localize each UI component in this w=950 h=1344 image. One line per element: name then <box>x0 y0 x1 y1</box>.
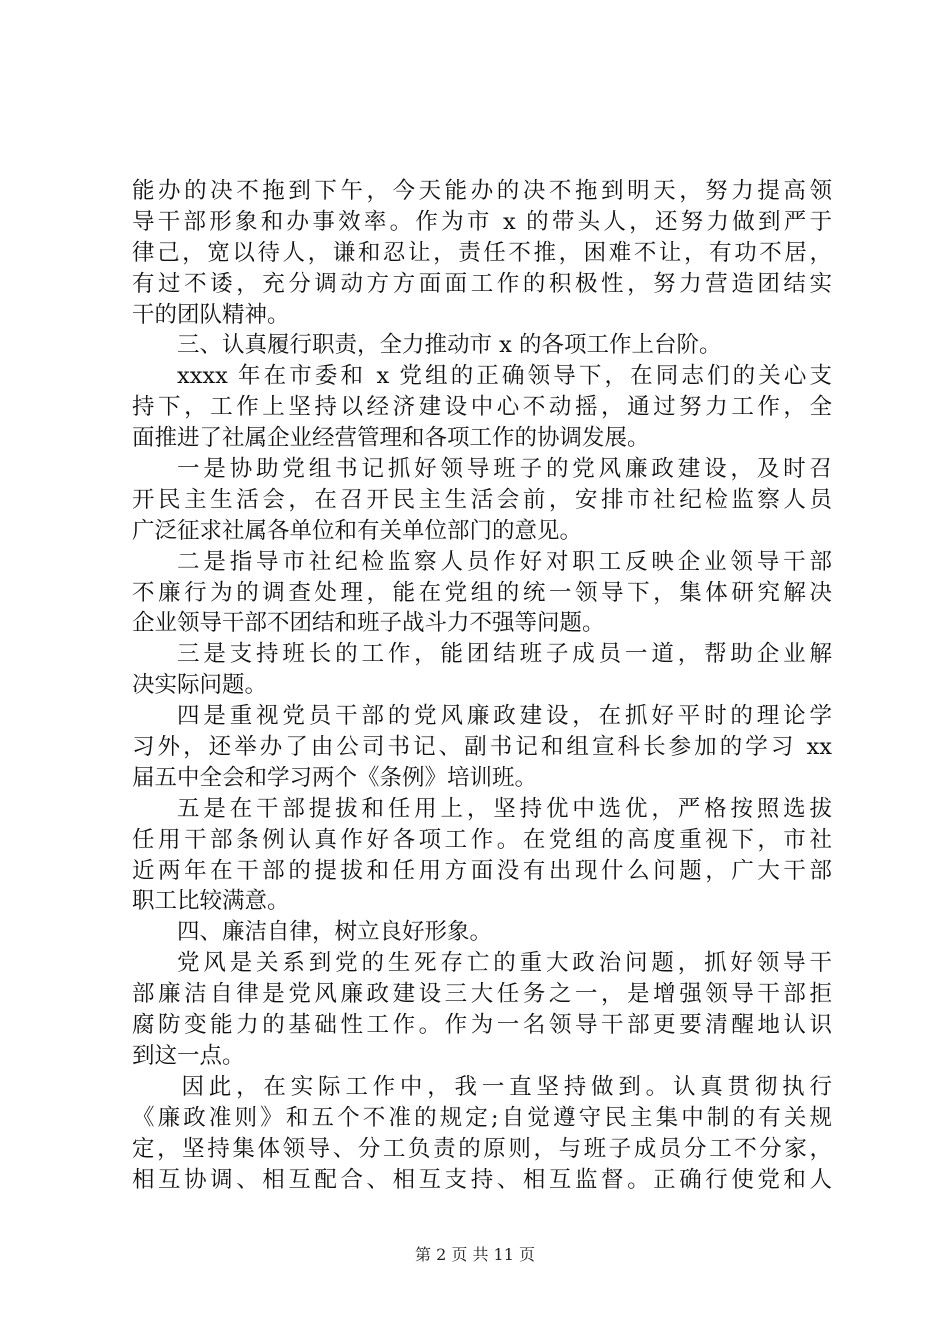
text-line: xxxx 年在市委和 x 党组的正确领导下，在同志们的关心支 <box>177 363 832 390</box>
text-line: 《廉政准则》和五个不准的规定;自觉遵守民主集中制的有关规 <box>132 1104 832 1131</box>
text-line: 开民主生活会，在召开民主生活会前，安排市社纪检监察人员 <box>132 486 832 513</box>
text-line: 面推进了社属企业经营管理和各项工作的协调发展。 <box>132 425 650 452</box>
text-line: 一是协助党组书记抓好领导班子的党风廉政建设，及时召 <box>177 456 832 483</box>
text-line: 四、廉洁自律，树立良好形象。 <box>177 919 493 946</box>
text-line: 有过不诿，充分调动方方面面工作的积极性，努力营造团结实 <box>132 270 832 297</box>
text-line: 干的团队精神。 <box>132 301 290 328</box>
text-line: 四是重视党员干部的党风廉政建设，在抓好平时的理论学 <box>177 703 832 730</box>
text-line: 腐防变能力的基础性工作。作为一名领导干部更要清醒地认识 <box>132 1012 832 1039</box>
text-line: 广泛征求社属各单位和有关单位部门的意见。 <box>132 517 583 544</box>
text-line: 党风是关系到党的生死存亡的重大政治问题，抓好领导干 <box>177 950 832 977</box>
text-line: 企业领导干部不团结和班子战斗力不强等问题。 <box>132 610 605 637</box>
text-line: 律己，宽以待人，谦和忍让，责任不推，困难不让，有功不居， <box>132 239 832 266</box>
text-line: 决实际问题。 <box>132 672 268 699</box>
text-line: 定，坚持集体领导、分工负责的原则，与班子成员分工不分家， <box>132 1135 832 1162</box>
text-line: 职工比较满意。 <box>132 888 290 915</box>
text-line: 习外，还举办了由公司书记、副书记和组宣科长参加的学习 xx <box>132 734 832 761</box>
text-line: 三、认真履行职责，全力推动市 x 的各项工作上台阶。 <box>177 332 722 359</box>
text-line: 二是指导市社纪检监察人员作好对职工反映企业领导干部 <box>177 548 832 575</box>
text-line: 持下，工作上坚持以经济建设中心不动摇，通过努力工作，全 <box>132 394 832 421</box>
text-line: 因此，在实际工作中，我一直坚持做到。认真贯彻执行 <box>181 1073 832 1100</box>
text-line: 不廉行为的调查处理，能在党组的统一领导下，集体研究解决 <box>132 579 832 606</box>
page-footer: 第 2 页 共 11 页 <box>415 1245 535 1264</box>
document-body <box>132 176 832 1195</box>
text-line: 任用干部条例认真作好各项工作。在党组的高度重视下，市社 <box>132 826 832 853</box>
text-line: 近两年在干部的提拔和任用方面没有出现什么问题，广大干部 <box>132 857 832 884</box>
text-line: 届五中全会和学习两个《条例》培训班。 <box>132 764 538 791</box>
text-line: 能办的决不拖到下午，今天能办的决不拖到明天，努力提高领 <box>132 178 832 204</box>
text-line: 导干部形象和办事效率。作为市 x 的带头人，还努力做到严于 <box>132 208 832 235</box>
text-line: 五是在干部提拔和任用上，坚持优中选优，严格按照选拔 <box>177 795 832 822</box>
text-line: 部廉洁自律是党风廉政建设三大任务之一，是增强领导干部拒 <box>132 981 832 1008</box>
text-line: 三是支持班长的工作，能团结班子成员一道，帮助企业解 <box>177 641 832 668</box>
text-line: 到这一点。 <box>132 1042 245 1069</box>
text-line: 相互协调、相互配合、相互支持、相互监督。正确行使党和人 <box>132 1166 832 1193</box>
